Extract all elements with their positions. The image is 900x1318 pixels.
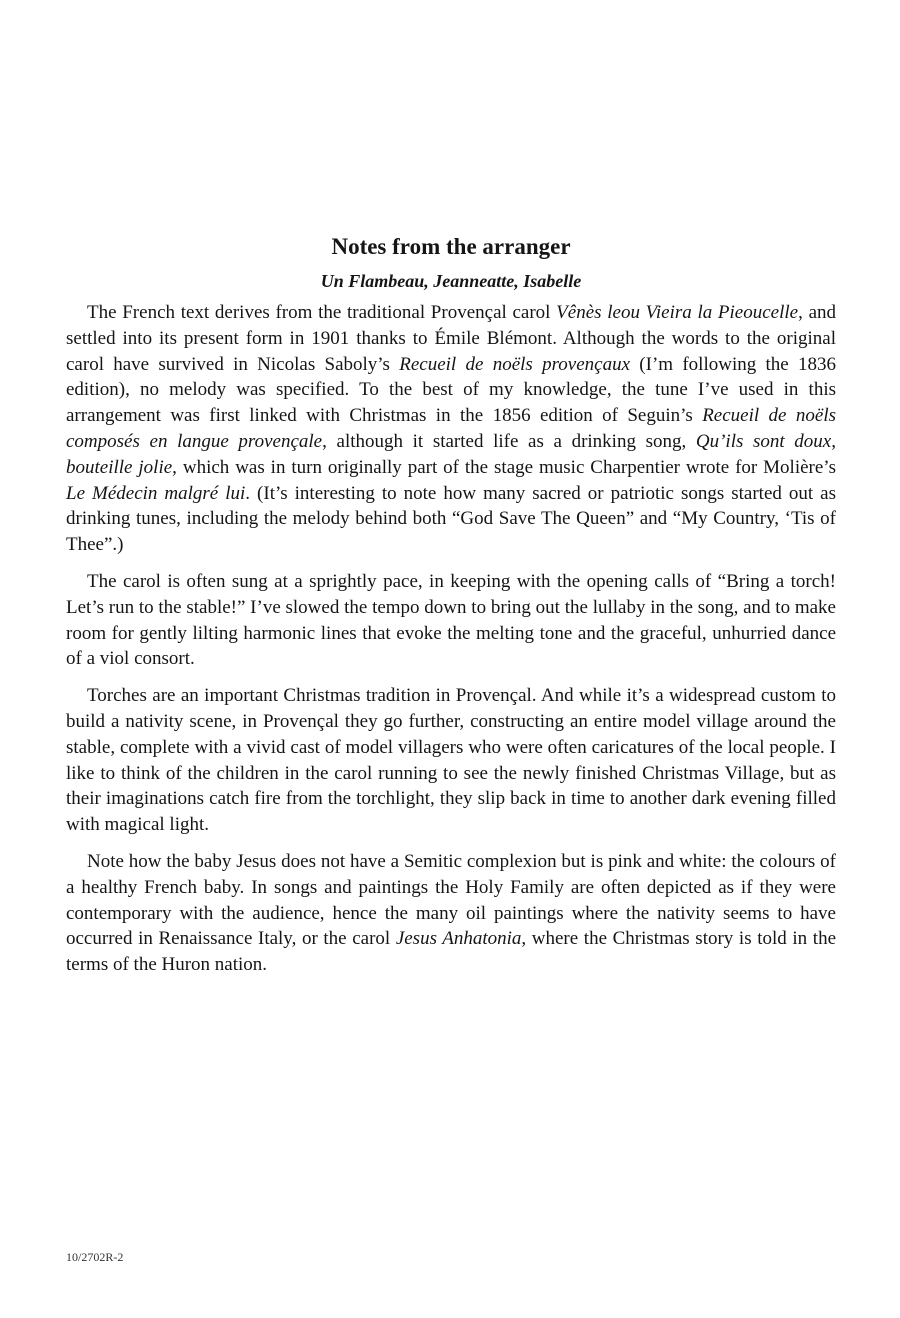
carol-title: Un Flambeau, Jeanneatte, Isabelle bbox=[320, 271, 582, 291]
paragraph-origins bbox=[66, 300, 836, 558]
paragraph-complexion bbox=[66, 849, 836, 978]
paragraph-tempo bbox=[66, 569, 836, 672]
document-body bbox=[66, 232, 836, 989]
text-run: The French text derives from the traditional Provençal carol bbox=[87, 302, 557, 323]
italic-title-run: Jesus Anhatonia bbox=[395, 928, 522, 950]
text-run: , where the Christmas story is told in the terms of the Huron nation. bbox=[66, 928, 836, 976]
italic-title-run: Le Médecin malgré lui bbox=[66, 482, 246, 504]
footer-catalog-code: 10/2702R-2 bbox=[66, 1250, 124, 1264]
page-title: Notes from the arranger bbox=[331, 234, 571, 259]
text-run: Torches are an important Christmas tradition in Provençal. And while it’s a widespread custom to build a nativity scene, in Provençal they go further, constructing an entire model village around the stable, complete with a vivid cast of model villagers who were often caricatures of the local people. I like to think of the children in the carol running to see the newly finished Christmas Village, but as their imaginations catch fire from the torchlight, they slip back in time to another dark evening filled with magical light. bbox=[66, 685, 836, 836]
paragraph-torches bbox=[66, 683, 836, 838]
italic-title-run: Recueil de noëls composés en langue provençale bbox=[66, 405, 836, 452]
text-run: , and settled into its present form in 1901 thanks to Émile Blémont. Although the words to the original carol have survived in Nicolas Saboly’s bbox=[66, 302, 836, 375]
italic-title-run: Qu’ils sont doux, bouteille jolie bbox=[66, 430, 836, 478]
text-run: . (It’s interesting to note how many sacred or patriotic songs started out as drinking tunes, including the melody behind both “God Save The Queen” and “My Country, ‘Tis of Thee”.) bbox=[66, 482, 836, 556]
italic-title-run: Vênès leou Vieira la Pieoucelle bbox=[556, 302, 799, 323]
text-run: Note how the baby Jesus does not have a Semitic complexion but is pink and white: the colours of a healthy French baby. In songs and paintings the Holy Family are often depicted as if they were contemporary with the audience, hence the many oil paintings where the nativity seems to have occurred in Renaissance Italy, or the carol bbox=[66, 850, 836, 950]
text-run: The carol is often sung at a sprightly pace, in keeping with the opening calls of “Bring a torch! Let’s run to the stable!” I’ve slowed the tempo down to bring out the lullaby in the song, and to make room for gently lilting harmonic lines that evoke the melting tone and the graceful, unhurried dance of a viol consort. bbox=[66, 570, 836, 670]
text-run: , although it started life as a drinking song, bbox=[322, 430, 696, 452]
text-run: , which was in turn originally part of the stage music Charpentier wrote for Molière’s bbox=[172, 456, 836, 478]
text-run: (I’m following the 1836 edition), no melody was specified. To the best of my knowledge, the tune I’ve used in this arrangement was first linked with Christmas in the 1856 edition of Seguin’s bbox=[66, 353, 836, 427]
italic-title-run: Recueil de noëls provençaux bbox=[399, 353, 631, 375]
